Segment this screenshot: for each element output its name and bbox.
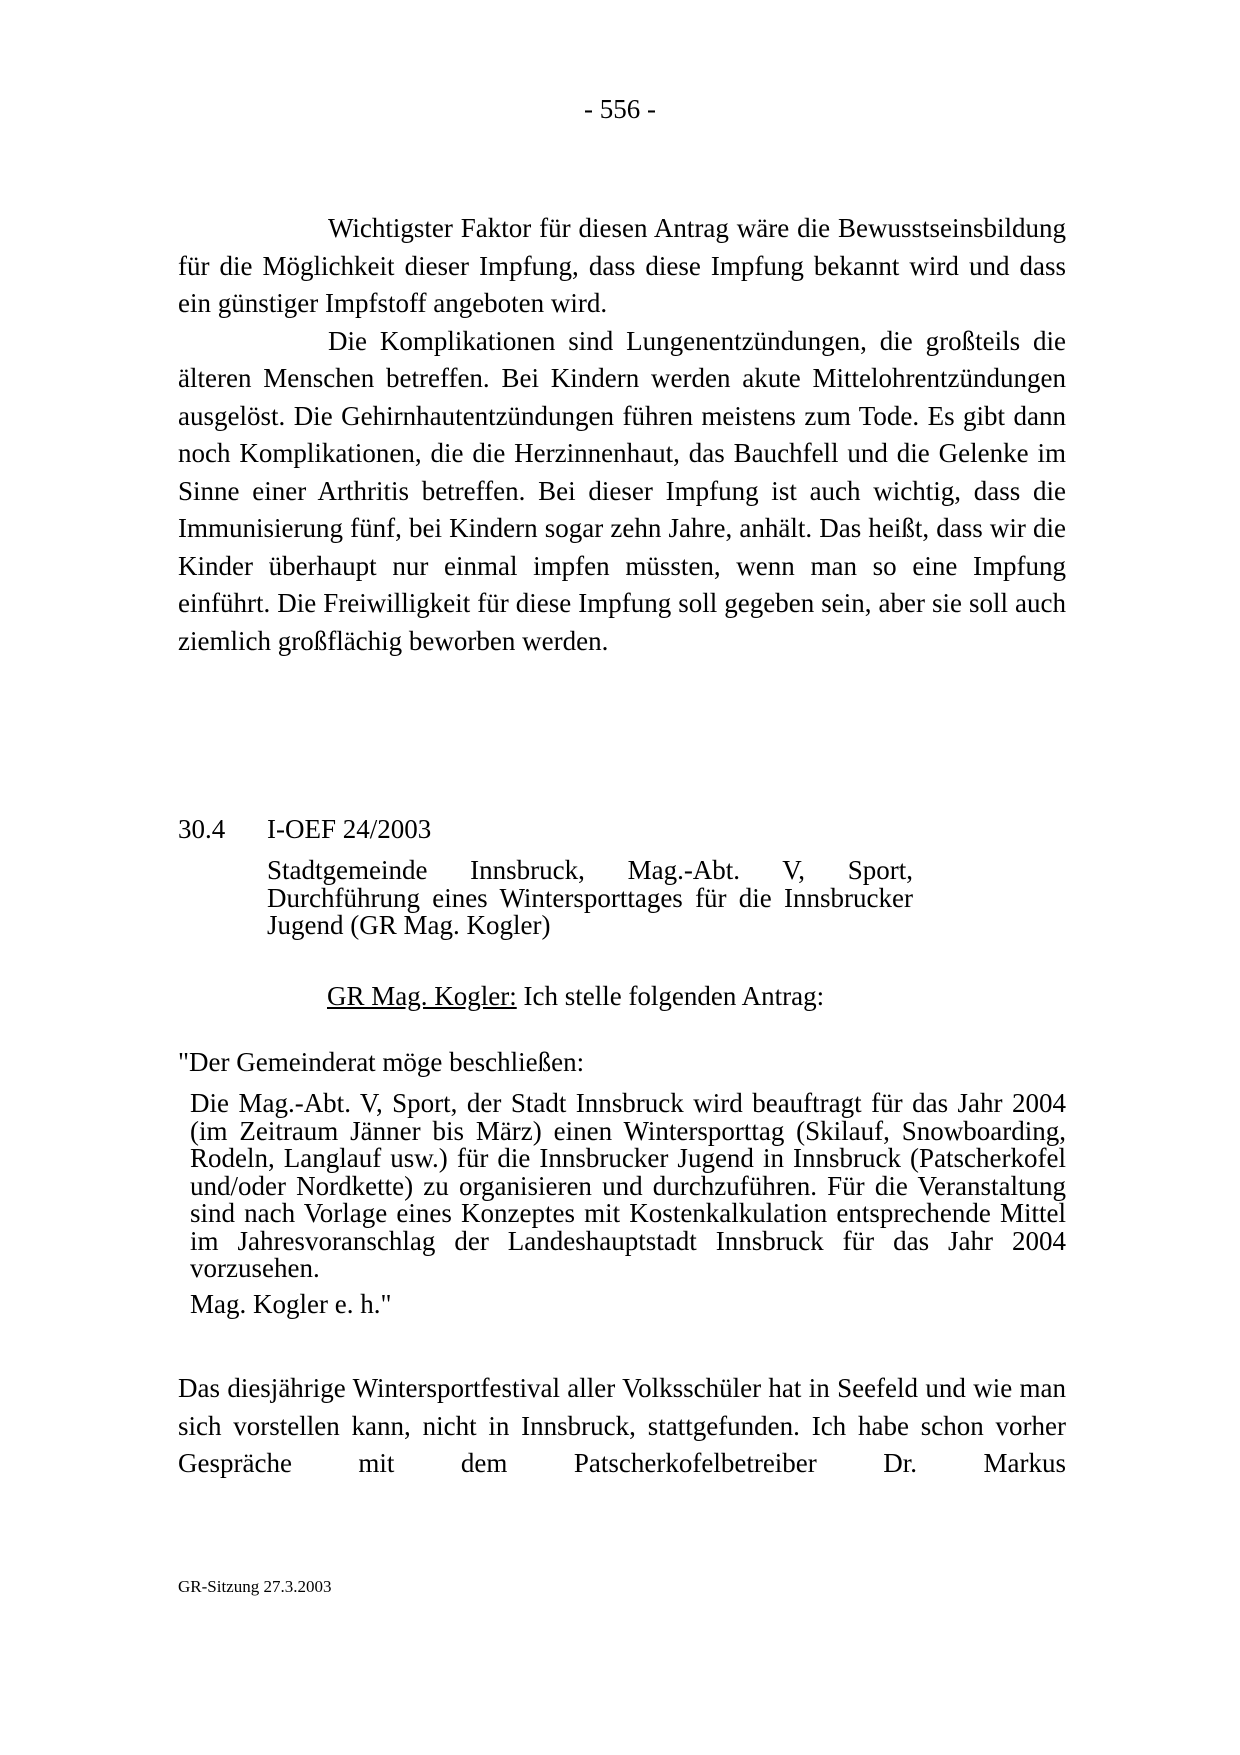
item-number: 30.4 [178, 814, 226, 844]
paragraph-2: Die Komplikationen sind Lungenentzündungen, die großteils die älteren Menschen betreffen. Bei Kindern werden akute Mittelohrentzündungen ausgelöst. Die Gehirnhautentzündungen führen meistens zum Tode. Es gibt dann noch Komplikationen, die die Herzinnenhaut, das Bauchfell und die Gelenke im Sinne einer Arthritis betreffen. Bei dieser Impfung ist auch wichtig, dass die Immunisierung fünf, bei Kindern sogar zehn Jahre, anhält. Das heißt, dass wir die Kinder überhaupt nur einmal impfen müssten, wenn man so eine Impfung einführt. Die Freiwilligkeit für diese Impfung soll gegeben sein, aber sie soll auch ziemlich großflächig beworben werden. [178, 325, 1066, 656]
paragraph-3: Das diesjährige Wintersportfestival aller Volksschüler hat in Seefeld und wie man sich vorstellen kann, nicht in Innsbruck, stattgefunden. Ich habe schon vorher Gespräche mit dem Patscherkofelbetreiber Dr. Markus [178, 1373, 1066, 1478]
body-text-upper [178, 210, 1066, 660]
motion-heading: "Der Gemeinderat möge beschließen: [178, 1047, 585, 1077]
motion-text: Die Mag.-Abt. V, Sport, der Stadt Innsbruck wird beauftragt für das Jahr 2004 (im Zeitraum Jänner bis März) einen Wintersporttag (Skilauf, Snowboarding, Rodeln, Langlauf usw.) für die Innsbrucker Jugend in Innsbruck (Patscherkofel und/oder Nordkette) zu organisieren und durchzuführen. Für die Veranstaltung sind nach Vorlage eines Konzeptes mit Kostenkalkulation entsprechende Mittel im Jahresvoranschlag der Landeshauptstadt Innsbruck für das Jahr 2004 vorzusehen. [190, 1088, 1066, 1283]
paragraph-1: Wichtigster Faktor für diesen Antrag wäre die Bewusstseinsbildung für die Möglichkeit dieser Impfung, dass diese Impfung bekannt wird und dass ein günstiger Impfstoff angeboten wird. [178, 213, 1066, 318]
item-subject: Stadtgemeinde Innsbruck, Mag.-Abt. V, Sport, Durchführung eines Wintersporttages für die Innsbrucker Jugend (GR Mag. Kogler) [267, 855, 913, 940]
motion-signature: Mag. Kogler e. h." [190, 1289, 392, 1319]
speaker-line [327, 979, 824, 1013]
speaker-intro: Ich stelle folgenden Antrag: [516, 981, 825, 1011]
speaker-name: GR Mag. Kogler: [327, 981, 517, 1011]
item-code: I-OEF 24/2003 [267, 814, 432, 844]
footer-session: GR-Sitzung 27.3.2003 [178, 1577, 332, 1596]
page-number: - 556 - [584, 94, 656, 124]
